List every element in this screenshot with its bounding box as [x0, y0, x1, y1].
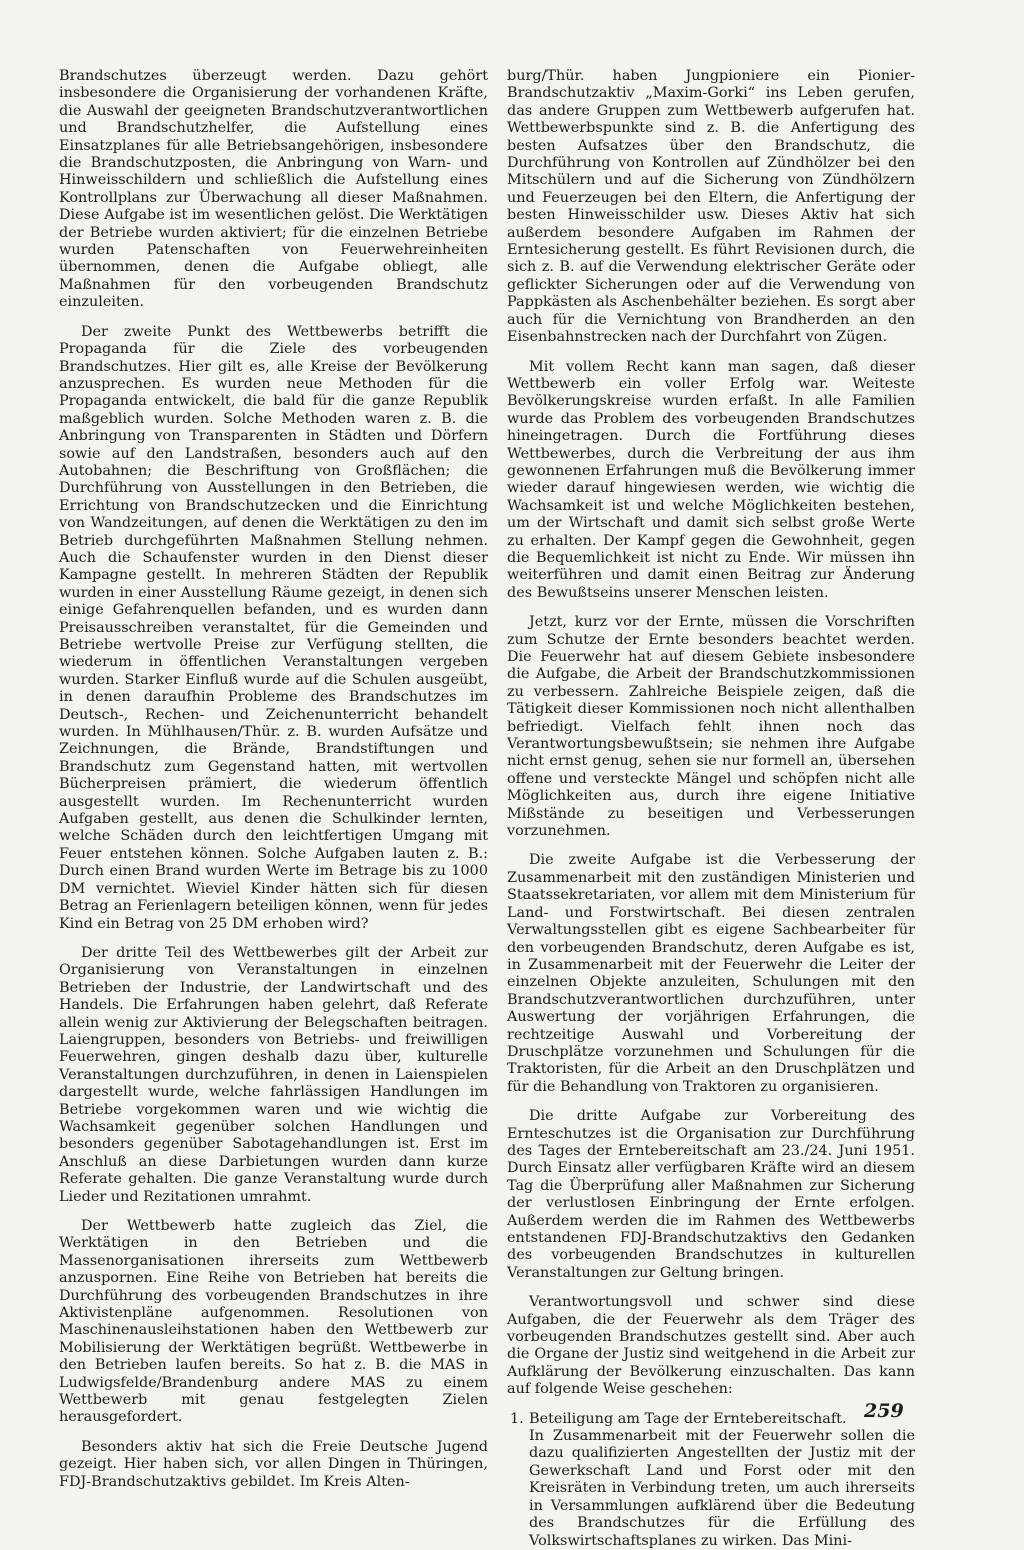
list-item-title: Beteiligung am Tage der Erntebereitschaft. [529, 1410, 847, 1427]
page-number: 259 [864, 1400, 904, 1422]
paragraph: Verantwortungsvoll und schwer sind diese Aufgaben, die der Feuerwehr als dem Träger des vorbeugenden Brandschutzes gestellt sind. Aber auch die Organe der Justiz sind weitgehend in die Arbeit zur Aufklärung der Bevölkerung einzuschalten. Das kann auf folgende Weise geschehen: [507, 1294, 915, 1398]
list-item-number: 1. [510, 1410, 524, 1427]
paragraph: Mit vollem Recht kann man sagen, daß dieser Wettbewerb ein voller Erfolg war. Weiteste Bevölkerungskreise wurden erfaßt. In alle Familien wurde das Problem des vorbeugenden Brandschutzes hineingetragen. Durch die Fortführung dieses Wettbewerbes, durch die Verbreitung der aus ihm gewonnenen Erfahrungen muß die Bevölkerung immer wieder darauf hingewiesen werden, wie wichtig die Wachsamkeit ist und welche Möglichkeiten bestehen, um der Wirtschaft und damit sich selbst große Werte zu erhalten. Der Kampf gegen die Gewohnheit, gegen die Bequemlichkeit ist nicht zu Ende. Wir müssen ihn weiterführen und damit einen Beitrag zur Änderung des Bewußtseins unserer Menschen leisten. [507, 358, 915, 601]
paragraph: Der dritte Teil des Wettbewerbes gilt der Arbeit zur Organisierung von Veranstaltungen in einzelnen Betrieben der Industrie, der Landwirtschaft und des Handels. Die Erfahrungen haben gelehrt, daß Referate allein wenig zur Aktivierung der Belegschaften beitragen. Laiengruppen, besonders von Betriebs- und freiwilligen Feuerwehren, gingen deshalb dazu über, kulturelle Veranstaltungen durchzuführen, in denen in Laienspielen dargestellt wurde, welche fahrlässigen Handlungen im Betriebe vorgekommen waren und wie wichtig die Wachsamkeit gegenüber solchen Handlungen und besonders gegenüber Sabotagehandlungen ist. Erst im Anschluß an diese Darbietungen wurden dann kurze Referate gehalten. Die ganze Veranstaltung wurde durch Lieder und Rezitationen umrahmt. [59, 944, 488, 1205]
paragraph: burg/Thür. haben Jungpioniere ein Pionier-Brandschutzaktiv „Maxim-Gorki“ ins Leben gerufen, das andere Gruppen zum Wettbewerb aufgerufen hat. Wettbewerbspunkte sind z. B. die Anfertigung des besten Aufsatzes über den Brandschutz, die Durchführung von Kontrollen auf Zündhölzer bei den Mitschülern und auf die Sicherung von Zündhölzern und Feuerzeugen bei den Eltern, die Anfertigung der besten Hinweisschilder usw. Dieses Aktiv hat sich außerdem besondere Aufgaben im Rahmen der Erntesicherung gestellt. Es führt Revisionen durch, die sich z. B. auf die Verwendung elektrischer Geräte oder geflickter Sicherungen oder auf die Verwendung von Pappkästen als Aschenbehälter beziehen. Es sorgt aber auch für die Vernichtung von Brandherden an den Eisenbahnstrecken nach der Durchfahrt von Zügen. [507, 68, 915, 346]
paragraph: Die zweite Aufgabe ist die Verbesserung der Zusammenarbeit mit den zuständigen Ministerien und Staatssekretariaten, vor allem mit dem Ministerium für Land- und Forstwirtschaft. Bei diesen zentralen Verwaltungsstellen gibt es eigene Sachbearbeiter für den vorbeugenden Brandschutz, deren Aufgabe es ist, in Zusammenarbeit mit der Feuerwehr die Leiter der einzelnen Objekte anzuleiten, Schulungen mit den Brandschutzverantwortlichen durchzuführen, unter Auswertung der vorjährigen Erfahrungen, die rechtzeitige Auswahl und Vorbereitung der Druschplätze vorzunehmen und Schulungen für die Traktoristen, für die Arbeit an den Druschplätzen und für die Behandlung von Traktoren zu organisieren. [507, 852, 915, 1095]
paragraph: Besonders aktiv hat sich die Freie Deutsche Jugend gezeigt. Hier haben sich, vor allen Dingen in Thüringen, FDJ-Brandschutzaktivs gebildet. Im Kreis Alten- [59, 1438, 488, 1490]
right-column [507, 68, 915, 1550]
paragraph: Der Wettbewerb hatte zugleich das Ziel, die Werktätigen in den Betrieben und die Massenorganisationen ihrerseits zum Wettbewerb anzuspornen. Eine Reihe von Betrieben hat bereits die Durchführung des vorbeugenden Brandschutzes in ihre Aktivistenpläne aufgenommen. Resolutionen von Maschinenausleihstationen haben den Wettbewerb zur Mobilisierung der Werktätigen begrüßt. Wettbewerbe in den Betrieben laufen bereits. So hat z. B. die MAS in Ludwigsfelde/Brandenburg andere MAS zu einem Wettbewerb mit genau festgelegten Zielen herausgefordert. [59, 1218, 488, 1426]
list-item [507, 1411, 915, 1550]
paragraph: Die dritte Aufgabe zur Vorbereitung des Ernteschutzes ist die Organisation zur Durchführung des Tages der Erntebereitschaft am 23./24. Juni 1951. Durch Einsatz aller verfügbaren Kräfte wird an diesem Tag die Überprüfung aller Maßnahmen zur Sicherung der verlustlosen Einbringung der Ernte erfolgen. Außerdem werden die im Rahmen des Wettbewerbs entstandenen FDJ-Brandschutzaktivs den Gedanken des vorbeugenden Brandschutzes in kulturellen Veranstaltungen zur Geltung bringen. [507, 1108, 915, 1281]
left-column [59, 68, 488, 1503]
numbered-list [507, 1411, 915, 1550]
paragraph: Jetzt, kurz vor der Ernte, müssen die Vorschriften zum Schutze der Ernte besonders beachtet werden. Die Feuerwehr hat auf diesem Gebiete insbesondere die Aufgabe, die Arbeit der Brandschutzkommissionen zu verbessern. Zahlreiche Beispiele zeigen, daß die Tätigkeit dieser Kommissionen noch nicht allenthalben befriedigt. Vielfach fehlt ihnen noch das Verantwortungsbewußtsein; sie nehmen ihre Aufgabe nicht ernst genug, sehen sie nur formell an, übersehen offene und versteckte Mängel und schöpfen nicht alle Möglichkeiten aus, durch ihre eigene Initiative Mißstände zu beseitigen und Verbesserungen vorzunehmen. [507, 614, 915, 840]
paragraph: Der zweite Punkt des Wettbewerbs betrifft die Propaganda für die Ziele des vorbeugenden Brandschutzes. Hier gilt es, alle Kreise der Bevölkerung anzusprechen. Es wurden neue Methoden für die Propaganda entwickelt, die bald für die ganze Republik maßgeblich wurden. Solche Methoden waren z. B. die Anbringung von Transparenten in Städten und Dörfern sowie auf den Landstraßen, besonders auch auf den Autobahnen; die Beschriftung von Großflächen; die Durchführung von Ausstellungen in den Betrieben, die Errichtung von Brandschutzecken und die Einrichtung von Wandzeitungen, auf denen die Werktätigen zu den im Betrieb durchgeführten Maßnahmen Stellung nehmen. Auch die Schaufenster wurden in den Dienst dieser Kampagne gestellt. In mehreren Städten der Republik wurden in einer Ausstellung Räume gezeigt, in denen sich einige Gefahrenquellen befanden, und es wurden dann Preisausschreiben veranstaltet, für die Gemeinden und Betriebe wertvolle Preise zur Verfügung stellten, die wiederum in öffentlichen Veranstaltungen vergeben wurden. Starker Einfluß wurde auf die Schulen ausgeübt, in denen daraufhin Probleme des Brandschutzes im Deutsch-, Rechen- und Zeichenunterricht behandelt wurden. In Mühlhausen/Thür. z. B. wurden Aufsätze und Zeichnungen, die Brände, Brandstiftungen und Brandschutz zum Gegenstand hatten, mit wertvollen Bücherpreisen prämiert, die wiederum öffentlich ausgestellt wurden. Im Rechenunterricht wurden Aufgaben gestellt, aus denen die Schulkinder lernten, welche Schäden durch den leichtfertigen Umgang mit Feuer entstehen können. Solche Aufgaben lauten z. B.: Durch einen Brand wurden Werte im Betrage bis zu 1000 DM vernichtet. Wieviel Kinder hätten sich für diesen Betrag an Ferienlagern beteiligen können, wenn für jedes Kind ein Betrag von 25 DM erhoben wird? [59, 323, 488, 932]
list-item-body: In Zusammenarbeit mit der Feuerwehr sollen die dazu qualifizierten Angestellten der Justiz mit der Gewerkschaft Land und Forst oder mit den Kreisräten in Verbindung treten, um auch ihrerseits in Versammlungen aufklärend über die Bedeutung des Brandschutzes für die Erfüllung des Volkswirtschaftsplanes zu wirken. Das Mini- [529, 1428, 915, 1549]
paragraph: Brandschutzes überzeugt werden. Dazu gehört insbesondere die Organisierung der vorhandenen Kräfte, die Auswahl der geeigneten Brandschutzverantwortlichen und Brandschutzhelfer, die Aufstellung eines Einsatzplanes für alle Betriebsangehörigen, insbesondere die Brandschutzposten, die Anbringung von Warn- und Hinweisschildern und schließlich die Aufstellung eines Kontrollplans zur Überwachung all dieser Maßnahmen. Diese Aufgabe ist im wesentlichen gelöst. Die Werktätigen der Betriebe wurden aktiviert; für die einzelnen Betriebe wurden Patenschaften von Feuerwehreinheiten übernommen, denen die Aufgabe obliegt, alle Maßnahmen für den vorbeugenden Brandschutz einzuleiten. [59, 68, 488, 311]
